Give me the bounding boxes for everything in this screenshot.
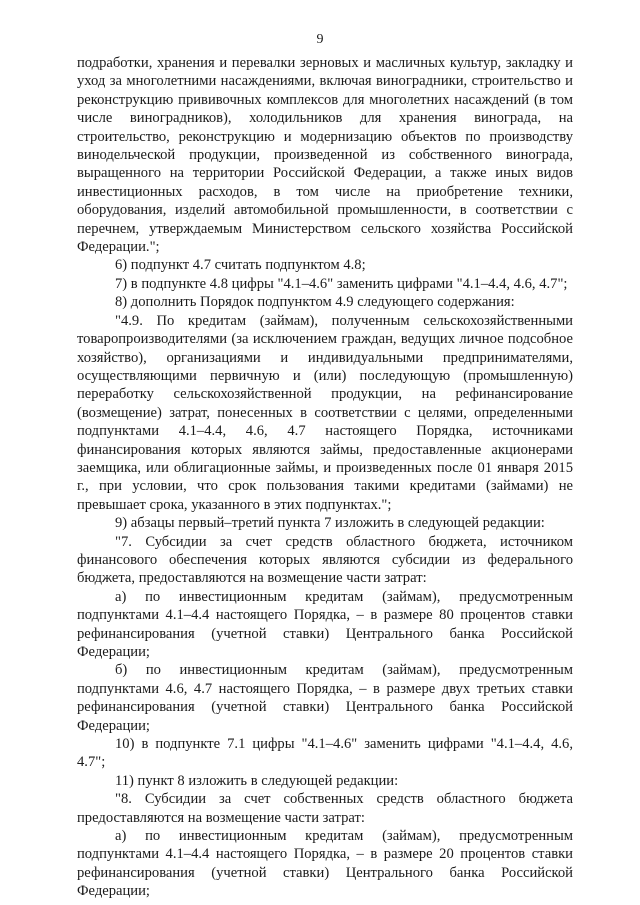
document-body bbox=[77, 54, 573, 901]
paragraph-clause-8-a: а) по инвестиционным кредитам (займам), предусмотренным подпунктами 4.1–4.4 настоящего Порядка, – в размере 20 процентов ставки рефинансирования (учетной ставки) Центрального банка Российской Федерации; bbox=[77, 828, 573, 900]
paragraph-subitem-4-9: "4.9. По кредитам (займам), полученным сельскохозяйственными товаропроизводителями (за исключением граждан, ведущих личное подсобное хозяйство), организациями и индивидуальными предпринимателями, осуществляющими первичную и (или) последующую (промышленную) переработку сельскохозяйственной продукции, на рефинансирование (возмещение) затрат, понесенных в соответствии с целями, определенными подпунктами 4.1–4.4, 4.6, 4.7 настоящего Порядка, источниками финансирования которых являются займы, предоставленные акционерами заемщика, или облигационные займы, и произведенных после 01 января 2015 г., при условии, что срок пользования такими кредитами (займами) не превышает срока, указанного в этих подпунктах."; bbox=[77, 312, 573, 513]
paragraph-item-11: 11) пункт 8 изложить в следующей редакции: bbox=[115, 772, 399, 789]
paragraph-clause-7-a: а) по инвестиционным кредитам (займам), предусмотренным подпунктами 4.1–4.4 настоящего Порядка, – в размере 80 процентов ставки рефинансирования (учетной ставки) Центрального банка Российской Федерации; bbox=[77, 588, 573, 660]
paragraph-item-10: 10) в подпункте 7.1 цифры "4.1–4.6" заменить цифрами "4.1–4.4, 4.6, 4.7"; bbox=[77, 736, 573, 771]
paragraph-clause-8: "8. Субсидии за счет собственных средств областного бюджета предоставляются на возмещение части затрат: bbox=[77, 791, 573, 826]
paragraph-item-6: 6) подпункт 4.7 считать подпунктом 4.8; bbox=[115, 257, 366, 274]
paragraph-clause-7-b: б) по инвестиционным кредитам (займам), предусмотренным подпунктами 4.6, 4.7 настоящего Порядка, – в размере двух третьих ставки рефинансирования (учетной ставки) Центрального банка Российской Федерации; bbox=[77, 662, 573, 734]
paragraph-item-7: 7) в подпункте 4.8 цифры "4.1–4.6" заменить цифрами "4.1–4.4, 4.6, 4.7"; bbox=[115, 275, 568, 292]
paragraph-clause-7: "7. Субсидии за счет средств областного бюджета, источником финансового обеспечения которых являются субсидии из федерального бюджета, предоставляются на возмещение части затрат: bbox=[77, 533, 573, 587]
paragraph-item-8: 8) дополнить Порядок подпунктом 4.9 следующего содержания: bbox=[115, 294, 515, 311]
page-number: 9 bbox=[316, 32, 324, 47]
paragraph-item-9: 9) абзацы первый–третий пункта 7 изложить в следующей редакции: bbox=[115, 515, 545, 532]
paragraph-continuation: подработки, хранения и перевалки зерновых и масличных культур, закладку и уход за многолетними насаждениями, включая виноградники, строительство и реконструкцию прививочных комплексов для многолетних насаждений (в том числе виноградников), холодильников для хранения винограда, на строительство, реконструкцию и модернизацию объектов по производству винодельческой продукции, произведенной из собственного винограда, выращенного на территории Российской Федерации, а также иных видов инвестиционных расходов, в том числе на приобретение техники, оборудования, изделий автомобильной промышленности, в соответствии с перечнем, утверждаемым Министерством сельского хозяйства Российской Федерации."; bbox=[77, 55, 573, 256]
